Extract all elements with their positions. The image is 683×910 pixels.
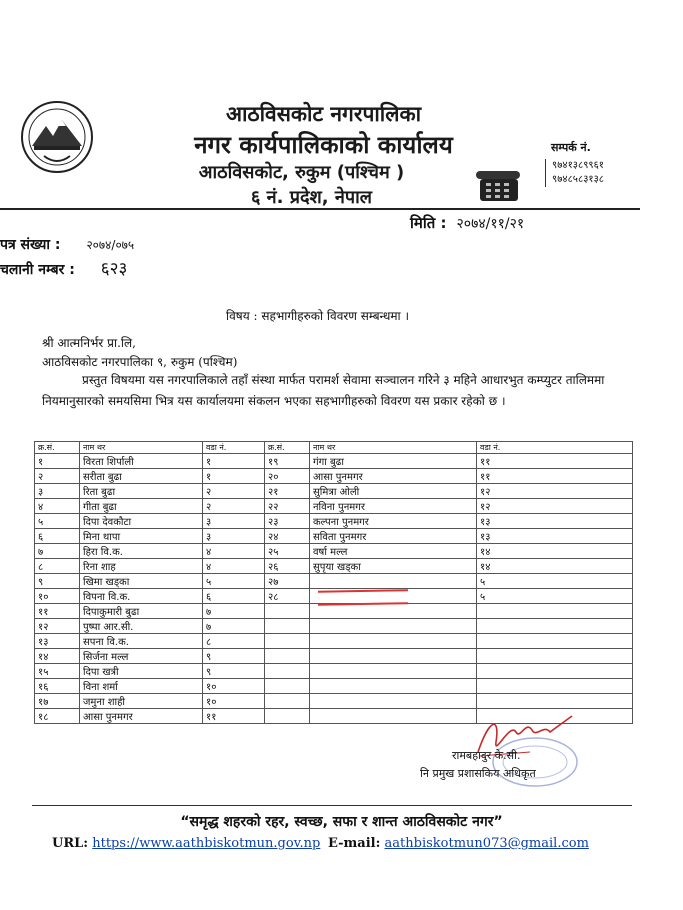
table-cell: ६ bbox=[203, 589, 265, 604]
table-cell: ७ bbox=[203, 619, 265, 634]
table-cell: १० bbox=[203, 679, 265, 694]
table-row bbox=[35, 454, 633, 469]
table-row bbox=[35, 559, 633, 574]
contact-block bbox=[545, 140, 604, 187]
table-cell: मिना थापा bbox=[80, 529, 203, 544]
table-cell: गंगा बुढा bbox=[310, 454, 477, 469]
footer-url bbox=[52, 836, 320, 851]
table-cell: १७ bbox=[35, 694, 80, 709]
table-cell: १३ bbox=[477, 514, 633, 529]
table-cell: वर्षा मल्ल bbox=[310, 544, 477, 559]
table-cell: ९ bbox=[203, 649, 265, 664]
table-cell: १२ bbox=[477, 499, 633, 514]
email-link[interactable]: aathbiskotmun073@gmail.com bbox=[384, 836, 589, 851]
table-cell: कल्पना पुनमगर bbox=[310, 514, 477, 529]
table-cell: २२ bbox=[265, 499, 310, 514]
table-cell: नविना पुनमगर bbox=[310, 499, 477, 514]
table-cell bbox=[265, 679, 310, 694]
url-label: URL: bbox=[52, 836, 89, 851]
table-cell: ११ bbox=[35, 604, 80, 619]
letter-number-line bbox=[0, 235, 134, 254]
table-cell: विना शर्मा bbox=[80, 679, 203, 694]
column-header: क्र.सं. bbox=[265, 442, 310, 454]
date-label: मिति : bbox=[410, 214, 447, 232]
table-cell: सपना वि.क. bbox=[80, 634, 203, 649]
table-cell: १३ bbox=[477, 529, 633, 544]
signatory-name: रामबहादुर के.सी. bbox=[452, 749, 521, 762]
table-cell: २१ bbox=[265, 484, 310, 499]
date-value: २०७४/११/२१ bbox=[456, 216, 525, 232]
table-cell: ७ bbox=[203, 604, 265, 619]
table-cell bbox=[477, 649, 633, 664]
table-cell: खिमा खड्का bbox=[80, 574, 203, 589]
table-row bbox=[35, 664, 633, 679]
table-cell: १ bbox=[203, 454, 265, 469]
table-row bbox=[35, 484, 633, 499]
table-cell: सुमित्रा ओली bbox=[310, 484, 477, 499]
municipality-motto: “समृद्ध शहरको रहर, स्वच्छ, सफा र शान्त आठविसकोट नगर” bbox=[180, 814, 503, 830]
table-cell bbox=[310, 679, 477, 694]
table-cell: २ bbox=[203, 484, 265, 499]
table-cell: १३ bbox=[35, 634, 80, 649]
telephone-icon bbox=[474, 165, 522, 205]
table-cell: ३ bbox=[203, 529, 265, 544]
table-cell bbox=[310, 664, 477, 679]
phone-numbers bbox=[545, 159, 604, 187]
table-cell bbox=[265, 619, 310, 634]
table-cell bbox=[310, 709, 477, 724]
table-cell: १२ bbox=[477, 484, 633, 499]
table-cell: आसा पुनमगर bbox=[310, 469, 477, 484]
table-cell: १८ bbox=[35, 709, 80, 724]
table-cell bbox=[477, 619, 633, 634]
table-row bbox=[35, 604, 633, 619]
table-row bbox=[35, 619, 633, 634]
table-cell: ५ bbox=[203, 574, 265, 589]
table-cell: २ bbox=[203, 499, 265, 514]
office-address: आठविसकोट, रुकुम (पश्चिम ) bbox=[198, 162, 405, 183]
column-header: वडा नं. bbox=[203, 442, 265, 454]
table-row bbox=[35, 679, 633, 694]
table-cell: १ bbox=[35, 454, 80, 469]
table-cell: ११ bbox=[477, 469, 633, 484]
table-cell: ५ bbox=[35, 514, 80, 529]
table-cell: ५ bbox=[477, 589, 633, 604]
table-cell: सविता पुनमगर bbox=[310, 529, 477, 544]
table-cell: ९ bbox=[35, 574, 80, 589]
table-cell: २३ bbox=[265, 514, 310, 529]
table-cell bbox=[477, 634, 633, 649]
recipient-name: श्री आत्मनिर्भर प्रा.लि, bbox=[42, 336, 136, 350]
column-header: नाम थर bbox=[310, 442, 477, 454]
table-cell: १२ bbox=[35, 619, 80, 634]
table-cell: ४ bbox=[203, 559, 265, 574]
table-cell: दिपा देवकौटा bbox=[80, 514, 203, 529]
table-cell: २० bbox=[265, 469, 310, 484]
table-row bbox=[35, 574, 633, 589]
table-cell: पुष्पा आर.सी. bbox=[80, 619, 203, 634]
table-row bbox=[35, 529, 633, 544]
table-row bbox=[35, 499, 633, 514]
table-cell bbox=[477, 664, 633, 679]
email-label: E-mail: bbox=[328, 836, 381, 851]
province-line: ६ नं. प्रदेश, नेपाल bbox=[251, 187, 372, 208]
phone-number: ९७४८५८३१३८ bbox=[552, 174, 604, 185]
table-cell: ७ bbox=[35, 544, 80, 559]
recipient-address: आठविसकोट नगरपालिका ९, रुकुम (पश्चिम) bbox=[42, 355, 238, 369]
table-cell: आसा पुनमगर bbox=[80, 709, 203, 724]
table-cell: विपना वि.क. bbox=[80, 589, 203, 604]
table-cell bbox=[265, 634, 310, 649]
office-name: नगर कार्यपालिकाको कार्यालय bbox=[194, 131, 453, 159]
dispatch-number-value: ६२३ bbox=[100, 259, 128, 279]
table-cell: २६ bbox=[265, 559, 310, 574]
table-cell: ९ bbox=[203, 664, 265, 679]
table-cell: १४ bbox=[477, 544, 633, 559]
table-cell bbox=[310, 694, 477, 709]
website-link[interactable]: https://www.aathbiskotmun.gov.np bbox=[92, 836, 321, 851]
table-cell: १४ bbox=[477, 559, 633, 574]
footer-email bbox=[328, 836, 589, 851]
letter-number-value: २०७४/०७५ bbox=[86, 238, 135, 252]
table-cell: ६ bbox=[35, 529, 80, 544]
phone-number: ९७४१३८९९६१ bbox=[552, 160, 604, 171]
dispatch-number-line bbox=[0, 256, 127, 279]
table-cell bbox=[265, 664, 310, 679]
subject-line: विषय : सहभागीहरुको विवरण सम्बन्धमा । bbox=[226, 309, 409, 323]
table-cell bbox=[310, 649, 477, 664]
table-cell: जमुना शाही bbox=[80, 694, 203, 709]
table-row bbox=[35, 469, 633, 484]
table-cell: दिपा खत्री bbox=[80, 664, 203, 679]
table-cell: २८ bbox=[265, 589, 310, 604]
participants-table bbox=[34, 441, 633, 724]
table-cell: ३ bbox=[35, 484, 80, 499]
signatory-title: नि प्रमुख प्रशासकिय अधिकृत bbox=[420, 767, 536, 780]
table-header-row bbox=[35, 442, 633, 454]
table-cell: ३ bbox=[203, 514, 265, 529]
table-cell: ४ bbox=[35, 499, 80, 514]
table-cell: २५ bbox=[265, 544, 310, 559]
date-line bbox=[410, 213, 524, 233]
letter-number-label: पत्र संख्या : bbox=[0, 237, 61, 253]
contact-label: सम्पर्क नं. bbox=[551, 141, 591, 154]
table-cell: १० bbox=[203, 694, 265, 709]
table-cell: ४ bbox=[203, 544, 265, 559]
table-cell bbox=[477, 604, 633, 619]
table-cell: ८ bbox=[203, 634, 265, 649]
table-cell: ११ bbox=[477, 454, 633, 469]
table-cell bbox=[265, 649, 310, 664]
table-cell: २७ bbox=[265, 574, 310, 589]
table-cell: २४ bbox=[265, 529, 310, 544]
table-cell: ८ bbox=[35, 559, 80, 574]
table-cell bbox=[310, 619, 477, 634]
table-row bbox=[35, 514, 633, 529]
dispatch-number-label: चलानी नम्बर : bbox=[0, 262, 75, 278]
column-header: नाम थर bbox=[80, 442, 203, 454]
table-cell bbox=[310, 604, 477, 619]
table-cell bbox=[310, 574, 477, 589]
table-cell: हिरा वि.क. bbox=[80, 544, 203, 559]
table-cell: २ bbox=[35, 469, 80, 484]
header-divider bbox=[0, 208, 640, 210]
table-cell: सरीता बुढा bbox=[80, 469, 203, 484]
table-cell: १५ bbox=[35, 664, 80, 679]
table-cell: सिर्जना मल्ल bbox=[80, 649, 203, 664]
column-header: वडा नं. bbox=[477, 442, 633, 454]
table-row bbox=[35, 649, 633, 664]
table-cell: सुपृया खड्का bbox=[310, 559, 477, 574]
table-cell: दिपाकुमारी बुढा bbox=[80, 604, 203, 619]
table-cell bbox=[310, 634, 477, 649]
table-cell: १० bbox=[35, 589, 80, 604]
municipality-name: आठविसकोट नगरपालिका bbox=[225, 102, 422, 126]
table-cell bbox=[265, 709, 310, 724]
table-cell: १४ bbox=[35, 649, 80, 664]
table-row bbox=[35, 634, 633, 649]
column-header: क्र.सं. bbox=[35, 442, 80, 454]
table-row bbox=[35, 544, 633, 559]
table-cell: गीता बुढा bbox=[80, 499, 203, 514]
table-cell bbox=[477, 694, 633, 709]
table-cell: १ bbox=[203, 469, 265, 484]
table-cell: ५ bbox=[477, 574, 633, 589]
table-cell: रिता बुढा bbox=[80, 484, 203, 499]
table-cell bbox=[477, 679, 633, 694]
letter-body: प्रस्तुत विषयमा यस नगरपालिकाले तहाँ संस्था मार्फत परामर्श सेवामा सञ्चालन गरिने ३ महिने आधारभुत कम्प्युटर तालिममा नियमानुसारको समयसिमा भित्र यस कार्यालयमा संकलन भएका सहभागीहरुको विवरण यस प्रकार रहेको छ । bbox=[42, 373, 605, 408]
table-cell: रिना शाह bbox=[80, 559, 203, 574]
table-cell bbox=[265, 604, 310, 619]
table-row bbox=[35, 694, 633, 709]
table-cell: विरता शिर्पाली bbox=[80, 454, 203, 469]
footer-divider bbox=[32, 805, 632, 806]
table-cell: ११ bbox=[203, 709, 265, 724]
table-cell: १९ bbox=[265, 454, 310, 469]
table-cell: १६ bbox=[35, 679, 80, 694]
table-cell bbox=[265, 694, 310, 709]
